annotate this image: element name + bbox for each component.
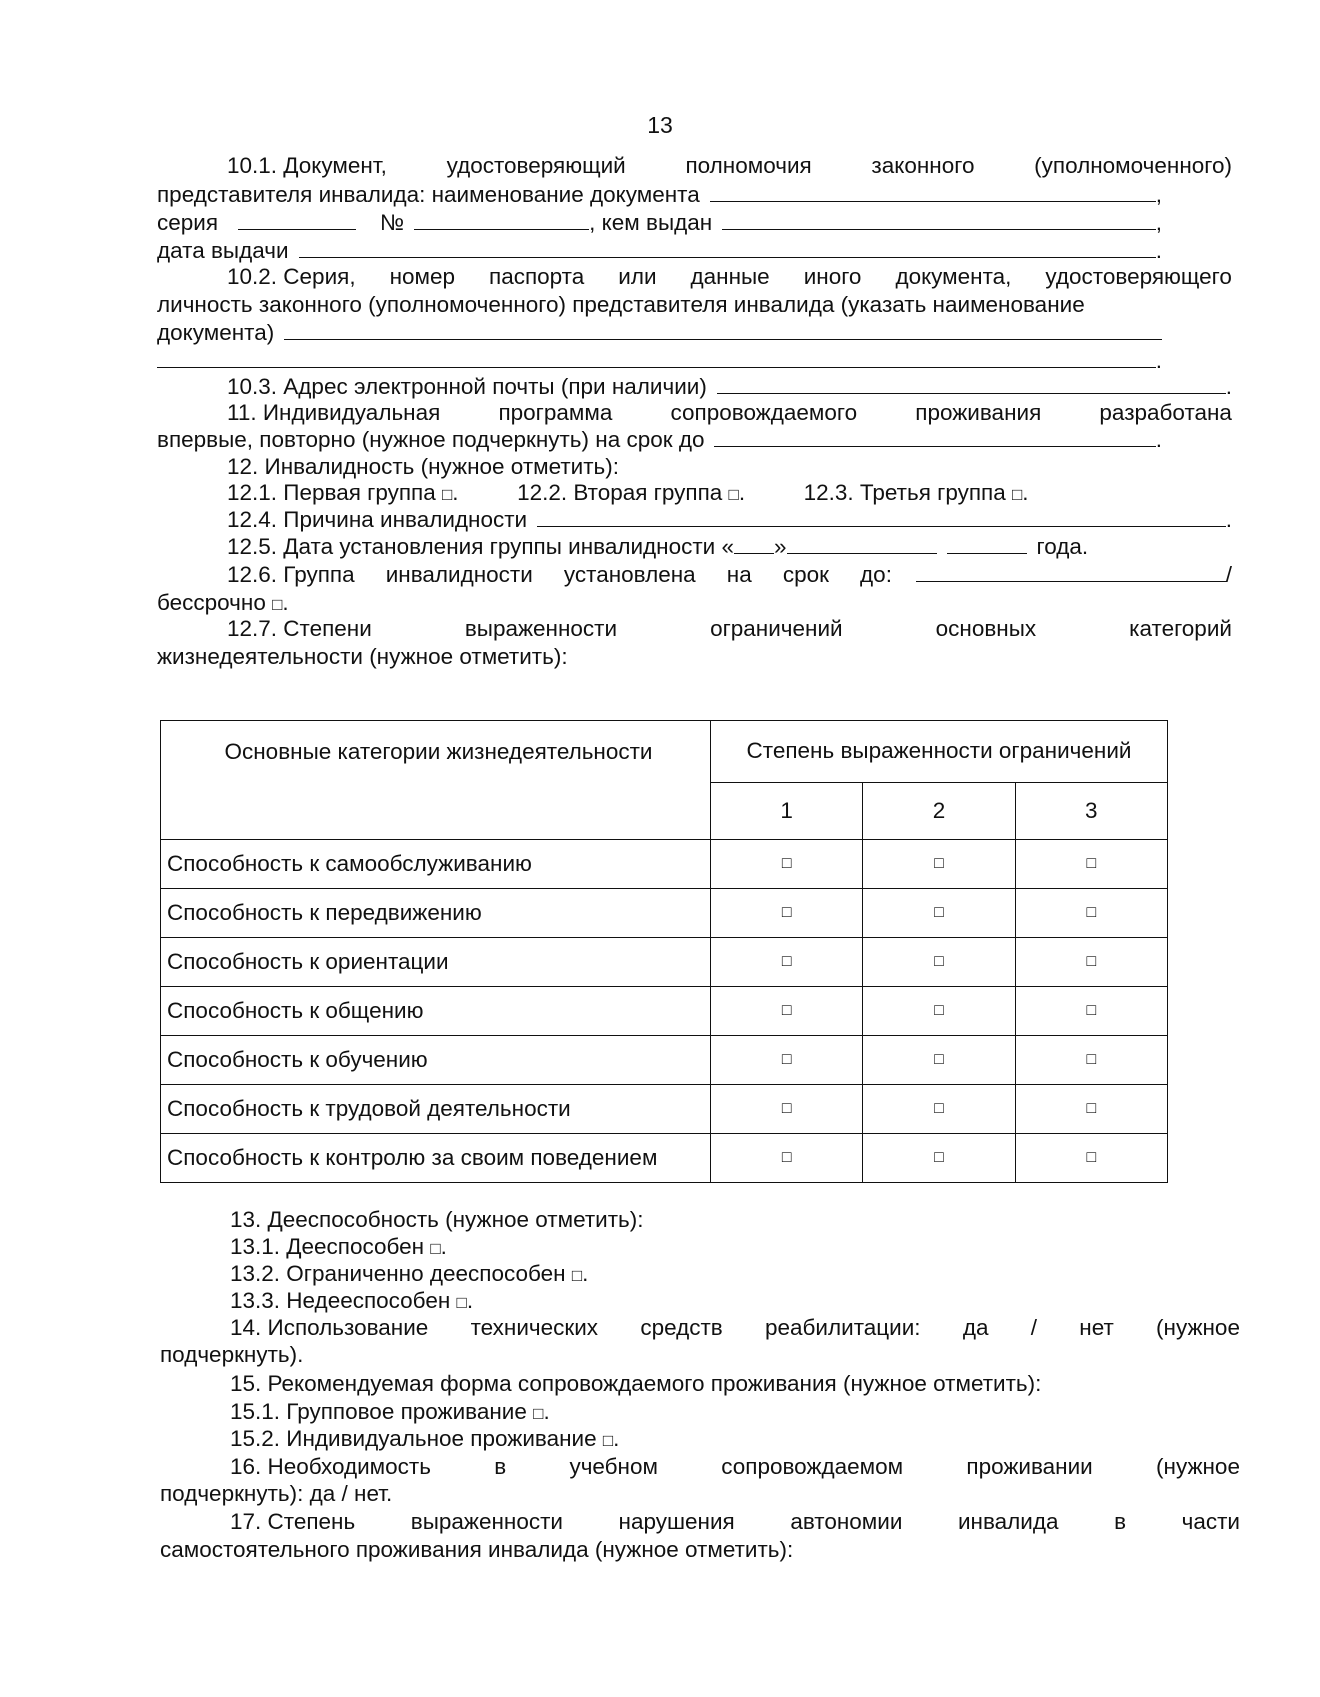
checkbox-cell[interactable]: □ xyxy=(711,938,863,987)
checkbox-cell[interactable]: □ xyxy=(1015,938,1167,987)
checkbox-cell[interactable]: □ xyxy=(863,840,1015,889)
table-row xyxy=(161,1085,1168,1134)
header-level-2: 2 xyxy=(863,782,1015,839)
header-categories: Основные категории жизнедеятельности xyxy=(161,721,711,840)
date-year-field[interactable] xyxy=(947,532,1027,554)
table-row xyxy=(161,938,1168,987)
checkbox-group-3[interactable]: □ xyxy=(1012,485,1023,504)
checkbox-cell[interactable]: □ xyxy=(863,938,1015,987)
item-12-6-indefinite: бессрочно □. xyxy=(157,590,289,615)
checkbox-cell[interactable]: □ xyxy=(711,1036,863,1085)
item-13-title: 13. Дееспособность (нужное отметить): xyxy=(230,1207,644,1232)
checkbox-indefinite[interactable]: □ xyxy=(272,595,283,614)
item-13-2: 13.2. Ограниченно дееспособен □. xyxy=(230,1261,589,1286)
item-14-line2: подчеркнуть). xyxy=(160,1342,304,1367)
item-10-1-line1: 10.1. Документ, удостоверяющий полномочия законного (уполномоченного) xyxy=(227,153,1232,178)
checkbox-cell[interactable]: □ xyxy=(711,1134,863,1183)
checkbox-cell[interactable]: □ xyxy=(711,840,863,889)
item-12-4: 12.4. Причина инвалидности . xyxy=(227,507,1232,532)
row-label: Способность к общению xyxy=(161,987,711,1036)
email-field[interactable] xyxy=(717,372,1226,394)
item-10-2-line4: . xyxy=(157,346,1162,376)
item-13-3: 13.3. Недееспособен □. xyxy=(230,1288,474,1313)
checkbox-cell[interactable]: □ xyxy=(1015,889,1167,938)
checkbox-limited-capable[interactable]: □ xyxy=(571,1266,583,1285)
row-label: Способность к ориентации xyxy=(161,938,711,987)
item-15-2: 15.2. Индивидуальное проживание □. xyxy=(230,1426,620,1451)
checkbox-cell[interactable]: □ xyxy=(711,889,863,938)
identity-document-field-continued[interactable] xyxy=(157,346,1156,368)
checkbox-cell[interactable]: □ xyxy=(1015,987,1167,1036)
checkbox-cell[interactable]: □ xyxy=(863,1134,1015,1183)
series-field[interactable] xyxy=(238,208,356,230)
item-10-3: 10.3. Адрес электронной почты (при наличии) . xyxy=(227,374,1232,399)
row-label: Способность к передвижению xyxy=(161,889,711,938)
checkbox-cell[interactable]: □ xyxy=(863,1085,1015,1134)
item-16-line2: подчеркнуть): да / нет. xyxy=(160,1481,393,1506)
item-14-line1: 14. Использование технических средств реабилитации: да / нет (нужное xyxy=(230,1315,1240,1340)
checkbox-cell[interactable]: □ xyxy=(1015,1134,1167,1183)
row-label: Способность к контролю за своим поведением xyxy=(161,1134,711,1183)
life-activity-table xyxy=(160,720,1168,1183)
checkbox-individual-living[interactable]: □ xyxy=(602,1431,614,1450)
header-level-3: 3 xyxy=(1015,782,1167,839)
row-label: Способность к самообслуживанию xyxy=(161,840,711,889)
identity-document-field[interactable] xyxy=(284,318,1162,340)
item-17-line2: самостоятельного проживания инвалида (нужное отметить): xyxy=(160,1537,794,1562)
row-label: Способность к трудовой деятельности xyxy=(161,1085,711,1134)
item-15-title: 15. Рекомендуемая форма сопровождаемого проживания (нужное отметить): xyxy=(230,1371,1042,1396)
checkbox-group-living[interactable]: □ xyxy=(533,1404,544,1423)
item-12-6: 12.6. Группа инвалидности установлена на срок до: / xyxy=(227,562,1232,587)
item-10-2-line3: документа) xyxy=(157,318,1162,348)
disability-cause-field[interactable] xyxy=(537,505,1226,527)
page-number: 13 xyxy=(647,112,673,138)
issued-by-field[interactable] xyxy=(722,208,1156,230)
item-10-1-line4: дата выдачи . xyxy=(157,238,1162,263)
date-day-field[interactable] xyxy=(734,532,774,554)
checkbox-cell[interactable]: □ xyxy=(863,889,1015,938)
item-13-1: 13.1. Дееспособен □. xyxy=(230,1234,447,1259)
table-row xyxy=(161,840,1168,889)
checkbox-incapable[interactable]: □ xyxy=(456,1293,467,1312)
item-15-1: 15.1. Групповое проживание □. xyxy=(230,1399,550,1424)
checkbox-cell[interactable]: □ xyxy=(863,987,1015,1036)
document-name-field[interactable] xyxy=(710,180,1156,202)
checkbox-capable[interactable]: □ xyxy=(430,1239,441,1258)
item-10-1-line3: серия № , кем выдан , xyxy=(157,210,1162,235)
item-12-5: 12.5. Дата установления группы инвалидности « » года. xyxy=(227,534,1089,559)
item-12-7-line2: жизнедеятельности (нужное отметить): xyxy=(157,644,568,669)
item-10-1-line2: представителя инвалида: наименование документа , xyxy=(157,182,1162,207)
table-row xyxy=(161,1134,1168,1183)
checkbox-cell[interactable]: □ xyxy=(863,1036,1015,1085)
date-month-field[interactable] xyxy=(787,532,937,554)
item-10-2-line1: 10.2. Серия, номер паспорта или данные иного документа, удостоверяющего xyxy=(227,264,1232,289)
term-until-field[interactable] xyxy=(916,560,1226,582)
item-12-title: 12. Инвалидность (нужное отметить): xyxy=(227,454,620,479)
checkbox-cell[interactable]: □ xyxy=(1015,840,1167,889)
issue-date-field[interactable] xyxy=(299,236,1156,258)
header-level-1: 1 xyxy=(711,782,863,839)
checkbox-cell[interactable]: □ xyxy=(711,1085,863,1134)
item-17-line1: 17. Степень выраженности нарушения автономии инвалида в части xyxy=(230,1509,1240,1534)
header-degree: Степень выраженности ограничений xyxy=(711,721,1168,783)
checkbox-group-1[interactable]: □ xyxy=(442,485,453,504)
table-row xyxy=(161,987,1168,1036)
checkbox-group-2[interactable]: □ xyxy=(728,485,739,504)
checkbox-cell[interactable]: □ xyxy=(1015,1085,1167,1134)
item-12-groups: 12.1. Первая группа □. 12.2. Вторая группа □. 12.3. Третья группа □. xyxy=(227,480,1029,505)
table-row xyxy=(161,889,1168,938)
item-12-7-line1: 12.7. Степени выраженности ограничений основных категорий xyxy=(227,616,1232,641)
item-11-line2: впервые, повторно (нужное подчеркнуть) на срок до . xyxy=(157,427,1162,452)
item-10-2-line2: личность законного (уполномоченного) представителя инвалида (указать наименование xyxy=(157,292,1085,317)
checkbox-cell[interactable]: □ xyxy=(1015,1036,1167,1085)
table-row xyxy=(161,1036,1168,1085)
program-term-field[interactable] xyxy=(714,425,1155,447)
checkbox-cell[interactable]: □ xyxy=(711,987,863,1036)
item-11-line1: 11. Индивидуальная программа сопровождаемого проживания разработана xyxy=(227,400,1232,425)
number-field[interactable] xyxy=(414,208,589,230)
item-16-line1: 16. Необходимость в учебном сопровождаемом проживании (нужное xyxy=(230,1454,1240,1479)
row-label: Способность к обучению xyxy=(161,1036,711,1085)
